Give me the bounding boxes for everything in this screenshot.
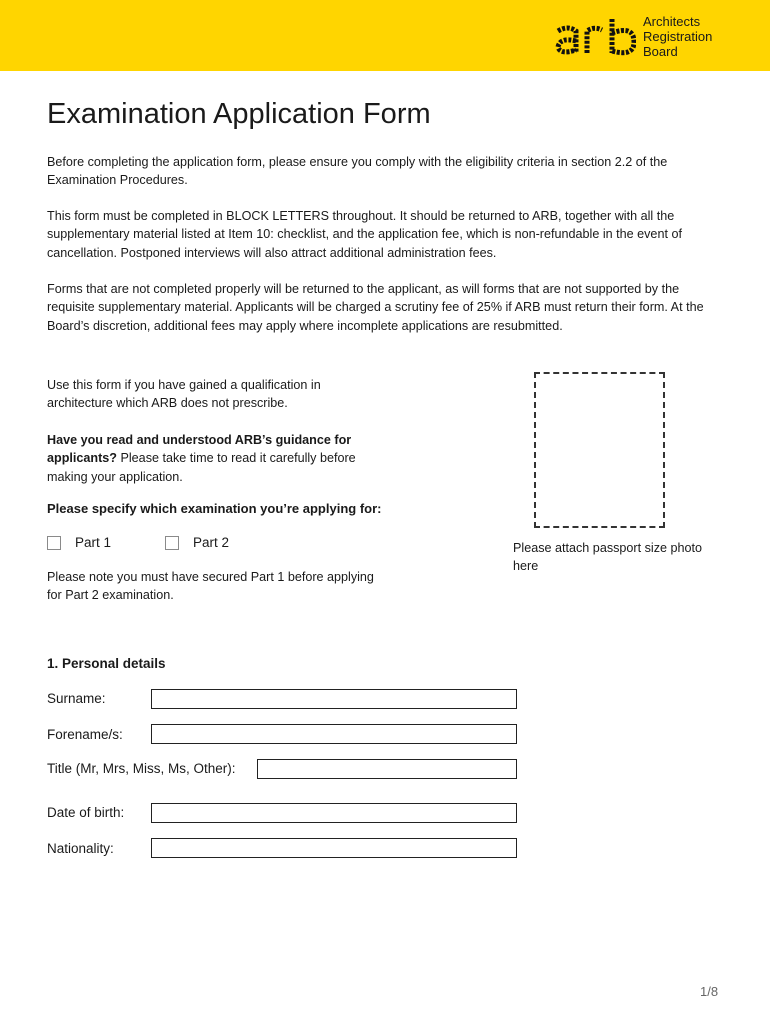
org-name-line-1: Architects	[643, 14, 701, 29]
title-label: Title (Mr, Mrs, Miss, Ms, Other):	[47, 761, 236, 776]
date-of-birth-input[interactable]	[151, 803, 517, 823]
org-name-line-2: Registration	[643, 29, 713, 44]
guidance-instruction: Please take time to read it carefully before making your application.	[47, 451, 356, 484]
part-2-label: Part 2	[193, 535, 230, 550]
nationality-label: Nationality:	[47, 841, 114, 856]
org-name	[643, 14, 763, 59]
surname-label: Surname:	[47, 691, 106, 706]
personal-details-heading: 1. Personal details	[47, 656, 166, 671]
block-letters-paragraph: This form must be completed in BLOCK LETTERS throughout. It should be returned to ARB, together with all the supplementary material listed at Item 10: checklist, and the application fee, which is non-refundable in the event of cancellation. Postponed interviews will also attract additional administration fees.	[47, 209, 682, 260]
forenames-label: Forename/s:	[47, 727, 123, 742]
surname-input[interactable]	[151, 689, 517, 709]
date-of-birth-label: Date of birth:	[47, 805, 125, 820]
exam-question: Please specify which examination you’re applying for:	[47, 501, 382, 516]
header-banner	[0, 0, 770, 71]
incomplete-forms-paragraph: Forms that are not completed properly will be returned to the applicant, as will forms that are not supported by the requisite supplementary material. Applicants will be charged a scrutiny fee of 25% if ARB must return their form. At the Board’s discretion, additional fees may apply where incomplete applications are resubmitted.	[47, 282, 704, 333]
arb-logo	[554, 17, 636, 57]
passport-photo-box[interactable]	[534, 372, 665, 528]
part-1-label: Part 1	[75, 535, 112, 550]
page-number: 1/8	[700, 984, 719, 999]
part-1-option[interactable]	[47, 535, 111, 550]
title-input[interactable]	[257, 759, 517, 779]
photo-caption: Please attach passport size photo here	[513, 541, 703, 574]
part-1-checkbox[interactable]	[47, 536, 61, 550]
part-2-checkbox[interactable]	[165, 536, 179, 550]
guidance-text	[47, 431, 387, 486]
page-title: Examination Application Form	[47, 98, 431, 130]
forenames-input[interactable]	[151, 724, 517, 744]
intro-text: Use this form if you have gained a qualification in architecture which ARB does not prescribe.	[47, 378, 321, 411]
part-note: Please note you must have secured Part 1 before applying for Part 2 examination.	[47, 570, 374, 603]
eligibility-paragraph: Before completing the application form, please ensure you comply with the eligibility criteria in section 2.2 of the Examination Procedures.	[47, 155, 668, 188]
org-name-line-3: Board	[643, 44, 678, 59]
nationality-input[interactable]	[151, 838, 517, 858]
part-2-option[interactable]	[165, 535, 229, 550]
guidance-question: Have you read and understood ARB’s guidance for applicants?	[47, 433, 352, 466]
